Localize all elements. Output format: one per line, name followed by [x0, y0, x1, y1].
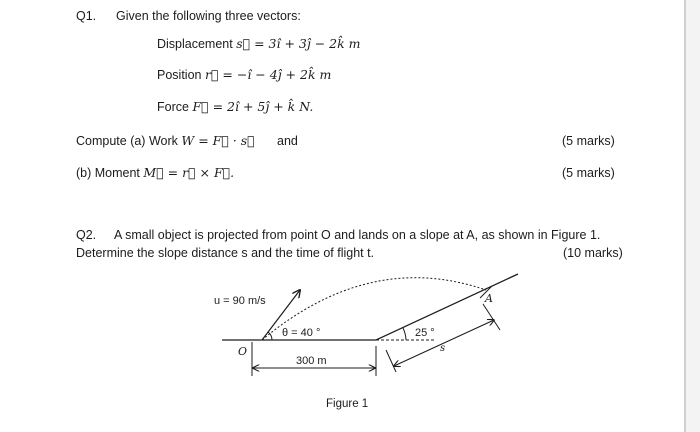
slope-ext-right [483, 304, 500, 330]
horizontal-distance-label: 300 m [296, 355, 327, 367]
point-a-label: A [485, 292, 493, 305]
moment-equation: M⃗ = r⃗ × F⃗. [143, 165, 235, 180]
displacement-row [157, 36, 361, 52]
force-row [157, 99, 313, 115]
position-row [157, 67, 331, 83]
launch-angle-label: θ = 40 ° [282, 327, 321, 339]
part-a-text: Compute (a) Work [76, 134, 178, 148]
part-b-text: (b) Moment [76, 166, 140, 180]
velocity-label: u = 90 m/s [214, 295, 266, 307]
displacement-equation: s⃗ = 3î + 3ĵ − 2k̂ m [236, 36, 361, 51]
page-edge [684, 0, 686, 432]
q1-part-a [76, 133, 255, 149]
q1-part-b [76, 165, 234, 181]
force-equation: F⃗ = 2î + 5ĵ + k̂ N. [192, 99, 314, 114]
displacement-label: Displacement [157, 37, 233, 51]
slope-angle-label: 25 ° [415, 327, 435, 339]
q1-prompt: Given the following three vectors: [116, 9, 301, 23]
q2-line1: A small object is projected from point O and lands on a slope at A, as shown in Figure 1. [114, 228, 601, 242]
q1-number: Q1. [76, 9, 97, 23]
q2-marks: (10 marks) [563, 246, 623, 260]
slope-distance-label: s [440, 343, 446, 354]
slope-ext-left [386, 350, 396, 372]
q2-number: Q2. [76, 228, 97, 242]
part-b-marks: (5 marks) [562, 166, 615, 180]
launch-angle-arc [268, 332, 272, 340]
position-equation: r⃗ = −î − 4ĵ + 2k̂ m [204, 67, 332, 82]
slope-line [376, 274, 518, 340]
work-equation: W = F⃗ · s⃗ [181, 133, 255, 148]
figure-caption: Figure 1 [326, 398, 369, 410]
point-o-label: O [238, 345, 248, 358]
position-label: Position [157, 68, 202, 82]
part-a-connector: and [277, 134, 298, 148]
projectile-figure [200, 262, 530, 412]
q2-line2: Determine the slope distance s and the time of flight t. [76, 246, 375, 260]
force-label: Force [157, 100, 189, 114]
slope-angle-arc [403, 328, 406, 340]
part-a-marks: (5 marks) [562, 134, 615, 148]
